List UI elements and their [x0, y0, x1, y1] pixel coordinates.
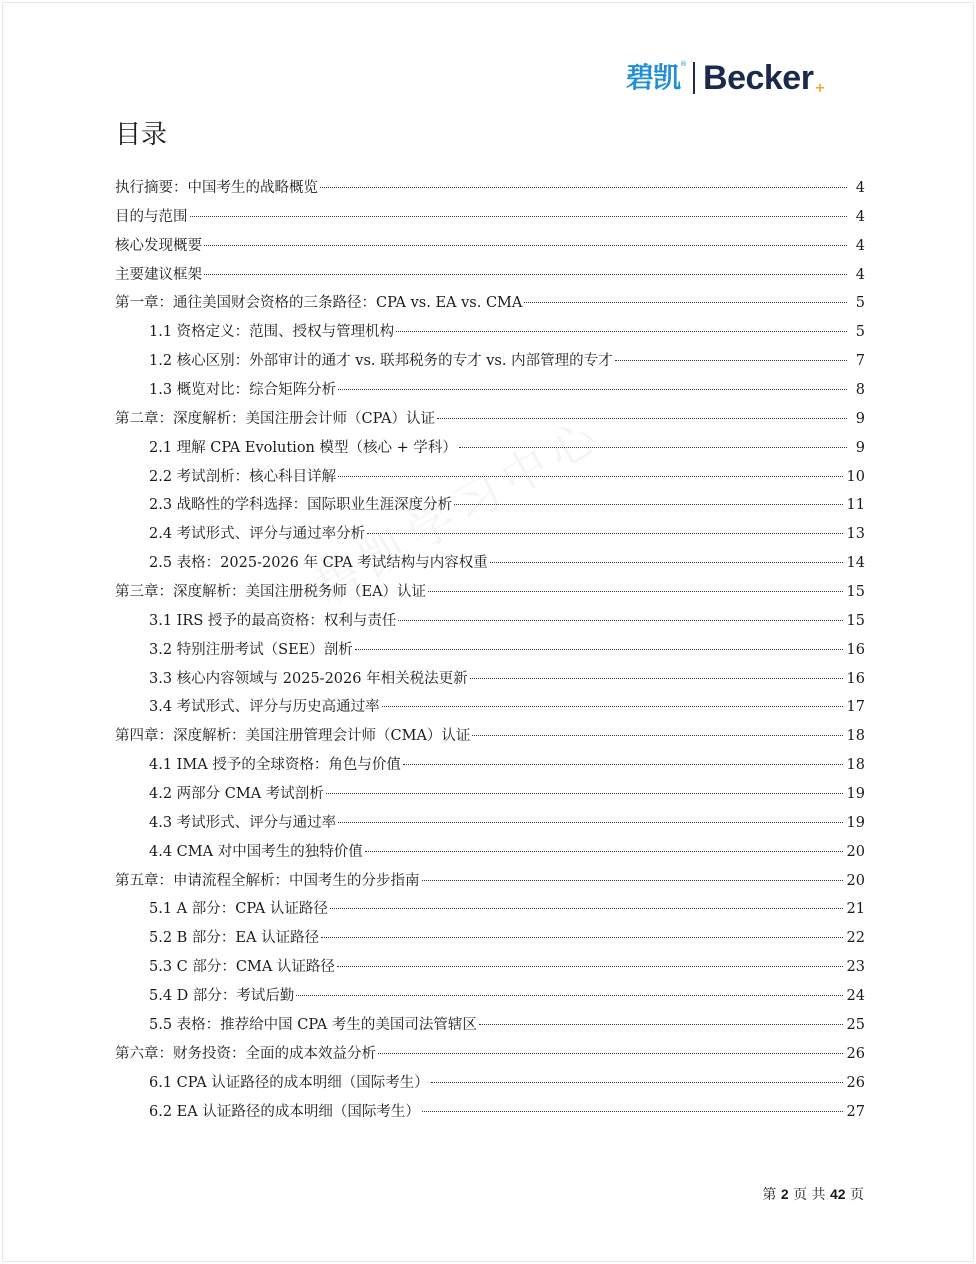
toc-entry-text: 1.1 资格定义：范围、授权与管理机构: [149, 324, 395, 341]
toc-entry-page: 8: [855, 382, 865, 399]
toc-entry-page: 16: [846, 670, 865, 687]
toc-entry[interactable]: [115, 174, 865, 203]
toc-dot-leader: [190, 216, 848, 217]
toc-entry-text: 2.3 战略性的学科选择：国际职业生涯深度分析: [149, 497, 453, 514]
toc-entry-text: 5.2 B 部分：EA 认证路径: [149, 930, 320, 947]
toc-dot-leader: [326, 793, 843, 794]
toc-entry-text: 第三章：深度解析：美国注册税务师（EA）认证: [115, 584, 427, 601]
toc-entry-page: 15: [846, 612, 865, 629]
toc-dot-leader: [524, 302, 847, 303]
toc-entry-text: 1.2 核心区别：外部审计的通才 vs. 联邦税务的专才 vs. 内部管理的专才: [149, 353, 613, 370]
toc-entry-page: 18: [846, 757, 865, 774]
toc-entry[interactable]: [115, 289, 865, 318]
logo-plus-icon: +: [814, 81, 826, 96]
toc-title: 目录: [115, 120, 168, 150]
toc-entry-page: 23: [846, 959, 865, 976]
toc-entry-text: 4.1 IMA 授予的全球资格：角色与价值: [149, 757, 401, 774]
toc-entry-page: 20: [846, 843, 865, 860]
toc-entry[interactable]: [115, 722, 865, 751]
toc-dot-leader: [204, 245, 847, 246]
toc-dot-leader: [437, 418, 847, 419]
toc-entry-text: 主要建议框架: [115, 266, 202, 283]
toc-dot-leader: [321, 937, 842, 938]
toc-entry[interactable]: [115, 809, 865, 838]
toc-entry[interactable]: [115, 953, 865, 982]
toc-entry-text: 6.2 EA 认证路径的成本明细（国际考生）: [149, 1103, 420, 1120]
toc-entry-text: 5.4 D 部分：考试后勤: [149, 988, 295, 1005]
toc-dot-leader: [403, 764, 843, 765]
logo-english-text: Becker: [703, 59, 814, 97]
toc-dot-leader: [382, 706, 843, 707]
footer-current-page: 2: [780, 1186, 789, 1202]
toc-entry-text: 3.4 考试形式、评分与历史高通过率: [149, 699, 380, 716]
toc-dot-leader: [365, 851, 843, 852]
toc-dot-leader: [472, 735, 842, 736]
toc-entry[interactable]: [115, 607, 865, 636]
footer-middle: 页 共: [793, 1187, 826, 1203]
toc-entry-text: 3.1 IRS 授予的最高资格：权利与责任: [149, 612, 397, 629]
toc-entry-text: 2.2 考试剖析：核心科目详解: [149, 468, 337, 485]
toc-entry[interactable]: [115, 982, 865, 1011]
toc-entry[interactable]: [115, 463, 865, 492]
toc-entry-text: 5.3 C 部分：CMA 认证路径: [149, 959, 335, 976]
toc-entry[interactable]: [115, 1069, 865, 1098]
toc-dot-leader: [330, 908, 843, 909]
registered-mark: ®: [680, 60, 688, 68]
toc-entry-page: 5: [855, 295, 865, 312]
logo-divider: [693, 62, 695, 94]
toc-entry-text: 2.1 理解 CPA Evolution 模型（核心 + 学科）: [149, 439, 457, 456]
toc-entry-page: 18: [846, 728, 865, 745]
toc-entry[interactable]: [115, 347, 865, 376]
toc-dot-leader: [398, 620, 842, 621]
toc-dot-leader: [470, 678, 843, 679]
toc-dot-leader: [378, 1053, 843, 1054]
toc-entry-text: 执行摘要：中国考生的战略概览: [115, 180, 318, 196]
toc-entry[interactable]: [115, 780, 865, 809]
toc-entry[interactable]: [115, 867, 865, 896]
toc-entry[interactable]: [115, 838, 865, 867]
toc-entry[interactable]: [115, 924, 865, 953]
toc-dot-leader: [615, 360, 847, 361]
toc-entry[interactable]: [115, 693, 865, 722]
toc-entry-text: 6.1 CPA 认证路径的成本明细（国际考生）: [149, 1074, 429, 1091]
toc-entry-text: 核心发现概要: [115, 237, 202, 254]
toc-entry-page: 4: [855, 266, 865, 283]
toc-dot-leader: [320, 187, 847, 188]
toc-dot-leader: [396, 331, 847, 332]
toc-entry-page: 7: [855, 353, 865, 370]
toc-entry-text: 第五章：申请流程全解析：中国考生的分步指南: [115, 872, 420, 889]
toc-entry-text: 3.2 特别注册考试（SEE）剖析: [149, 641, 353, 658]
becker-logo: [626, 56, 825, 100]
toc-dot-leader: [338, 822, 842, 823]
toc-entry[interactable]: [115, 1040, 865, 1069]
toc-entry[interactable]: [115, 405, 865, 434]
toc-entry-page: 9: [855, 410, 865, 427]
footer-prefix: 第: [762, 1187, 777, 1203]
toc-dot-leader: [296, 995, 842, 996]
toc-dot-leader: [422, 880, 843, 881]
toc-entry[interactable]: [115, 434, 865, 463]
toc-entry-text: 5.5 表格：推荐给中国 CPA 考生的美国司法管辖区: [149, 1016, 477, 1033]
footer-total-pages: 42: [829, 1186, 846, 1202]
toc-entry-text: 第六章：财务投资：全面的成本效益分析: [115, 1045, 376, 1062]
toc-entry-page: 4: [855, 180, 865, 196]
toc-entry[interactable]: [115, 636, 865, 665]
toc-entry-text: 2.4 考试形式、评分与通过率分析: [149, 526, 366, 543]
toc-entry[interactable]: [115, 895, 865, 924]
toc-entry[interactable]: [115, 578, 865, 607]
toc-entry-page: 26: [846, 1074, 865, 1091]
toc-entry[interactable]: [115, 520, 865, 549]
toc-dot-leader: [454, 504, 842, 505]
toc-entry[interactable]: [115, 665, 865, 694]
toc-entry-page: 16: [846, 641, 865, 658]
logo-chinese-text: 碧凯: [626, 61, 681, 94]
toc-dot-leader: [338, 476, 842, 477]
toc-entry-text: 3.3 核心内容领域与 2025-2026 年相关税法更新: [149, 670, 468, 687]
toc-dot-leader: [355, 649, 843, 650]
toc-entry-page: 9: [855, 439, 865, 456]
toc-entry-page: 27: [846, 1103, 865, 1120]
toc-entry-page: 11: [846, 497, 865, 514]
footer-suffix: 页: [850, 1187, 864, 1203]
toc-entry-page: 26: [846, 1045, 865, 1062]
toc-dot-leader: [422, 1111, 843, 1112]
toc-entry-text: 4.3 考试形式、评分与通过率: [149, 814, 337, 831]
toc-entry-page: 24: [846, 988, 865, 1005]
toc-entry-page: 19: [846, 814, 865, 831]
toc-entry-text: 1.3 概览对比：综合矩阵分析: [149, 382, 337, 399]
toc-entry-page: 10: [846, 468, 865, 485]
toc-dot-leader: [428, 591, 842, 592]
toc-dot-leader: [459, 447, 847, 448]
toc-dot-leader: [338, 389, 847, 390]
toc-entry[interactable]: [115, 318, 865, 347]
toc-entry-page: 25: [846, 1016, 865, 1033]
toc-entry-text: 2.5 表格：2025-2026 年 CPA 考试结构与内容权重: [149, 555, 488, 572]
toc-entry-text: 第四章：深度解析：美国注册管理会计师（CMA）认证: [115, 728, 471, 745]
toc-entry-text: 第一章：通往美国财会资格的三条路径：CPA vs. EA vs. CMA: [115, 295, 523, 312]
toc-entry-page: 14: [846, 555, 865, 572]
toc-entry-text: 4.2 两部分 CMA 考试剖析: [149, 786, 324, 803]
toc-entry-text: 第二章：深度解析：美国注册会计师（CPA）认证: [115, 410, 435, 427]
toc-entry-page: 15: [846, 584, 865, 601]
page-footer: [762, 1184, 864, 1204]
toc-entry-page: 5: [855, 324, 865, 341]
toc-entry-page: 22: [846, 930, 865, 947]
toc-entry[interactable]: [115, 751, 865, 780]
toc-dot-leader: [479, 1024, 843, 1025]
toc-entry[interactable]: [115, 203, 865, 232]
toc-entry-page: 20: [846, 872, 865, 889]
toc-entry[interactable]: [115, 1011, 865, 1040]
toc-entry[interactable]: [115, 1098, 865, 1127]
toc-entry-text: 目的与范围: [115, 208, 188, 225]
toc-entry-text: 4.4 CMA 对中国考生的独特价值: [149, 843, 363, 860]
toc-list: [115, 174, 865, 1126]
toc-entry-page: 13: [846, 526, 865, 543]
toc-entry[interactable]: [115, 549, 865, 578]
toc-dot-leader: [367, 533, 842, 534]
toc-dot-leader: [490, 562, 843, 563]
toc-entry[interactable]: [115, 376, 865, 405]
toc-entry-page: 4: [855, 237, 865, 254]
toc-entry-text: 5.1 A 部分：CPA 认证路径: [149, 901, 328, 918]
toc-entry[interactable]: [115, 232, 865, 261]
toc-dot-leader: [431, 1082, 843, 1083]
toc-entry[interactable]: [115, 491, 865, 520]
toc-entry[interactable]: [115, 261, 865, 290]
toc-dot-leader: [204, 274, 847, 275]
toc-entry-page: 21: [846, 901, 865, 918]
toc-dot-leader: [337, 966, 843, 967]
toc-entry-page: 4: [855, 208, 865, 225]
toc-entry-page: 17: [846, 699, 865, 716]
toc-entry-page: 19: [846, 786, 865, 803]
